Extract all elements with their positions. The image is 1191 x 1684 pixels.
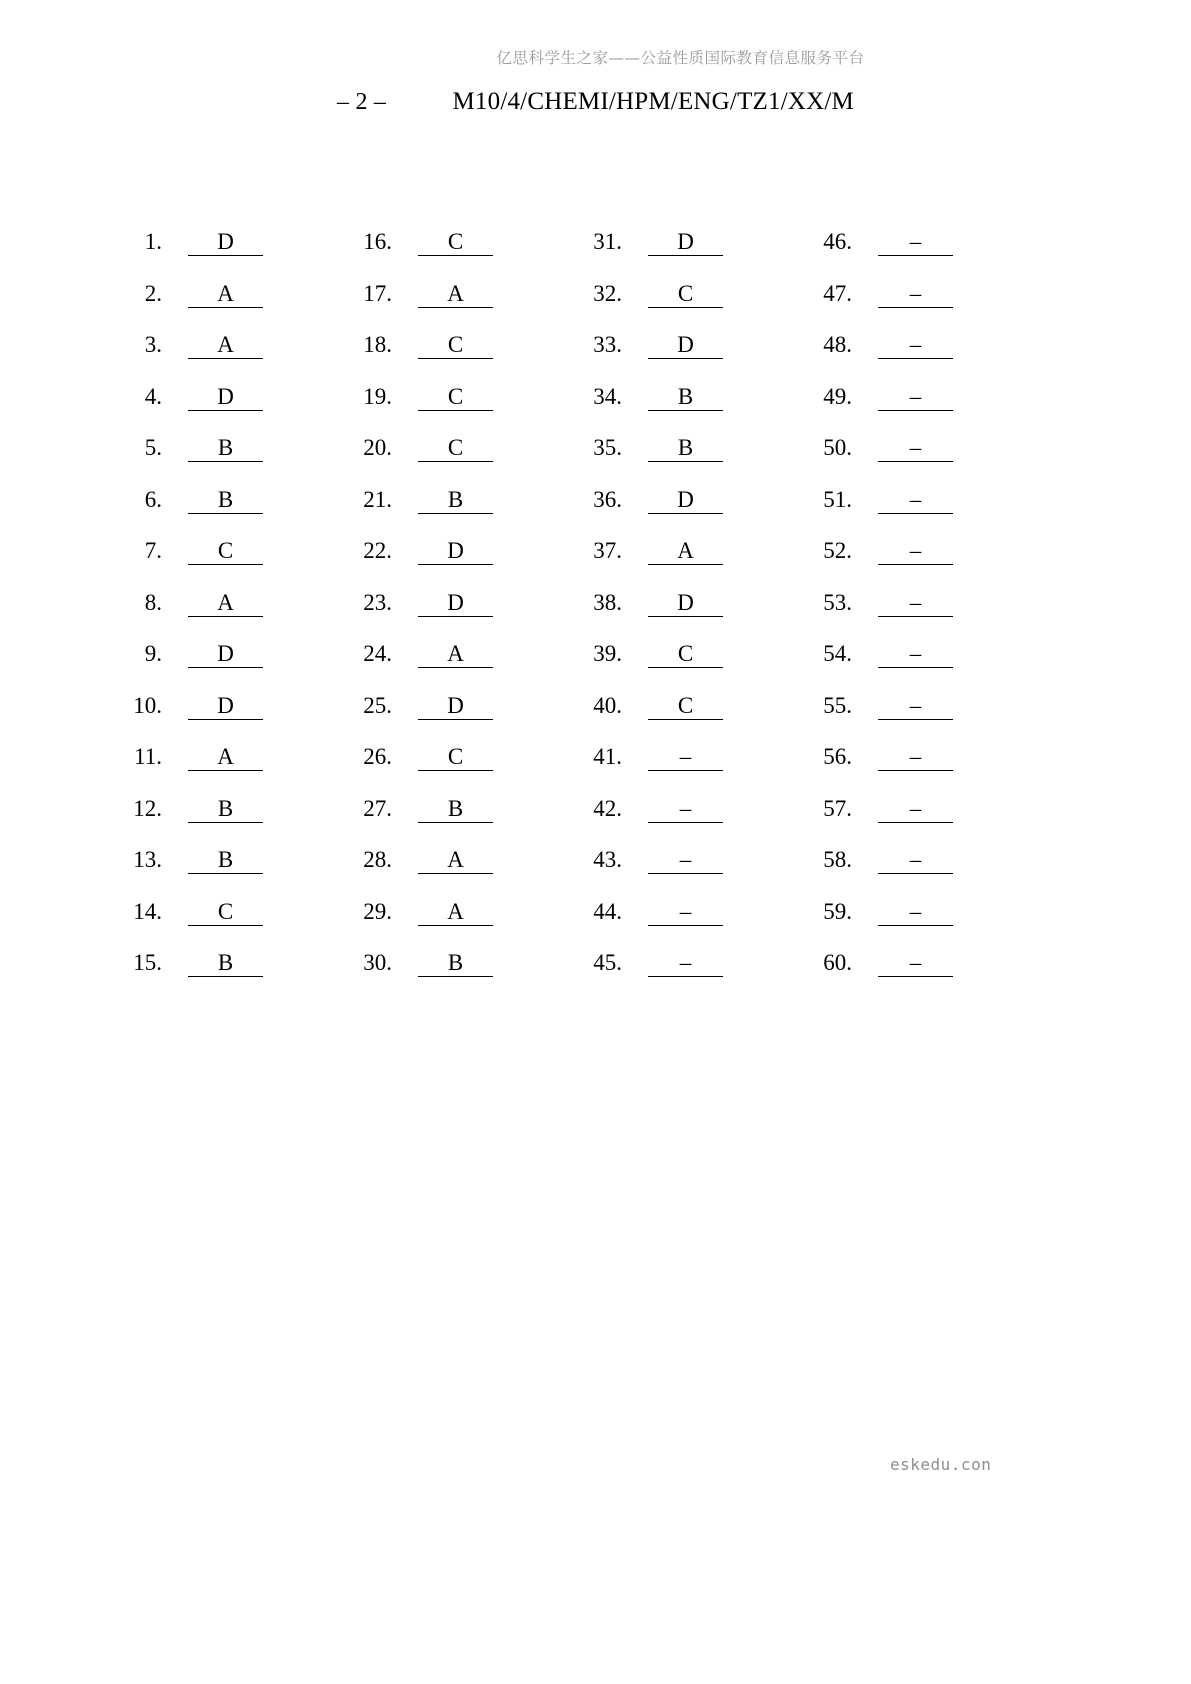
- answer-number: 8.: [144, 589, 162, 615]
- answer-value: D: [418, 537, 493, 565]
- answer-cell: [560, 949, 790, 977]
- answer-value: B: [188, 795, 263, 823]
- answer-cell: [330, 589, 560, 617]
- answer-value: A: [418, 898, 493, 926]
- answer-cell: [790, 846, 1020, 874]
- answer-value: –: [878, 228, 953, 256]
- answer-value: –: [878, 434, 953, 462]
- answer-number: 25.: [363, 692, 392, 718]
- answer-number: 37.: [593, 538, 622, 563]
- answer-value: D: [188, 228, 263, 256]
- answer-cell: [560, 846, 790, 874]
- answer-value: B: [188, 486, 263, 514]
- answer-number: 52.: [823, 538, 852, 563]
- answer-number: 51.: [823, 486, 852, 512]
- answer-value: –: [878, 280, 953, 308]
- answer-value: A: [188, 331, 263, 359]
- answer-number: 57.: [823, 795, 852, 821]
- answer-value: C: [418, 228, 493, 256]
- answer-number: 12.: [133, 795, 162, 821]
- answer-cell: [790, 949, 1020, 977]
- answer-cell: [560, 692, 790, 720]
- answer-cell: [560, 537, 790, 565]
- answer-key-table: [100, 228, 1020, 1001]
- answer-value: C: [188, 537, 263, 565]
- answer-number: 14.: [133, 898, 162, 924]
- answer-cell: [330, 743, 560, 771]
- answer-cell: [790, 640, 1020, 668]
- answer-value: B: [418, 795, 493, 823]
- answer-value: B: [648, 383, 723, 411]
- answer-number: 35.: [593, 435, 622, 460]
- answer-row: [100, 434, 1020, 486]
- answer-value: A: [418, 640, 493, 668]
- answer-cell: [100, 486, 330, 514]
- answer-cell: [330, 383, 560, 411]
- answer-number: 39.: [593, 641, 622, 666]
- answer-row: [100, 589, 1020, 641]
- answer-cell: [560, 795, 790, 823]
- answer-number: 53.: [823, 589, 852, 615]
- answer-cell: [330, 537, 560, 565]
- answer-cell: [560, 589, 790, 617]
- answer-cell: [330, 640, 560, 668]
- answer-number: 60.: [823, 950, 852, 975]
- answer-cell: [560, 383, 790, 411]
- answer-number: 27.: [363, 795, 392, 821]
- answer-number: 29.: [363, 898, 392, 924]
- answer-value: C: [418, 743, 493, 771]
- answer-value: B: [188, 846, 263, 874]
- answer-cell: [790, 228, 1020, 256]
- answer-value: –: [878, 331, 953, 359]
- answer-cell: [330, 846, 560, 874]
- watermark-top: 亿思科学生之家——公益性质国际教育信息服务平台: [496, 49, 865, 67]
- answer-number: 15.: [133, 950, 162, 975]
- answer-number: 23.: [363, 589, 392, 615]
- answer-value: –: [878, 795, 953, 823]
- answer-value: A: [648, 537, 723, 565]
- answer-cell: [790, 795, 1020, 823]
- page-header: [0, 88, 1191, 116]
- answer-row: [100, 898, 1020, 950]
- answer-row: [100, 692, 1020, 744]
- answer-cell: [560, 434, 790, 462]
- answer-value: –: [878, 640, 953, 668]
- answer-value: A: [188, 280, 263, 308]
- answer-row: [100, 640, 1020, 692]
- answer-number: 36.: [593, 486, 622, 512]
- answer-value: –: [878, 743, 953, 771]
- answer-cell: [790, 434, 1020, 462]
- answer-cell: [560, 228, 790, 256]
- answer-number: 43.: [593, 847, 622, 872]
- answer-cell: [790, 898, 1020, 926]
- answer-cell: [790, 537, 1020, 565]
- answer-number: 9.: [144, 641, 162, 666]
- answer-value: –: [648, 743, 723, 771]
- answer-number: 6.: [144, 486, 162, 512]
- answer-row: [100, 228, 1020, 280]
- answer-number: 38.: [593, 589, 622, 615]
- answer-number: 42.: [593, 795, 622, 821]
- answer-number: 28.: [363, 847, 392, 872]
- answer-number: 41.: [593, 744, 622, 769]
- answer-cell: [330, 331, 560, 359]
- answer-number: 10.: [133, 692, 162, 718]
- answer-value: D: [418, 692, 493, 720]
- answer-value: –: [878, 949, 953, 977]
- answer-value: –: [878, 898, 953, 926]
- answer-cell: [560, 486, 790, 514]
- answer-row: [100, 949, 1020, 1001]
- answer-cell: [790, 589, 1020, 617]
- answer-cell: [790, 692, 1020, 720]
- answer-value: C: [188, 898, 263, 926]
- answer-value: C: [418, 331, 493, 359]
- answer-number: 17.: [363, 280, 392, 306]
- answer-value: –: [648, 795, 723, 823]
- answer-number: 24.: [363, 641, 392, 666]
- answer-cell: [100, 795, 330, 823]
- answer-value: B: [188, 434, 263, 462]
- answer-value: –: [878, 383, 953, 411]
- answer-cell: [560, 640, 790, 668]
- answer-number: 49.: [823, 383, 852, 409]
- answer-number: 13.: [133, 847, 162, 872]
- answer-value: C: [418, 383, 493, 411]
- answer-number: 16.: [363, 229, 392, 254]
- answer-value: D: [188, 692, 263, 720]
- answer-number: 22.: [363, 538, 392, 563]
- answer-cell: [560, 280, 790, 308]
- answer-value: B: [648, 434, 723, 462]
- answer-number: 45.: [593, 950, 622, 975]
- answer-value: A: [418, 846, 493, 874]
- answer-number: 11.: [134, 744, 162, 769]
- answer-number: 47.: [823, 280, 852, 306]
- answer-cell: [100, 383, 330, 411]
- answer-value: D: [418, 589, 493, 617]
- answer-value: C: [648, 280, 723, 308]
- answer-value: A: [188, 743, 263, 771]
- answer-number: 46.: [823, 229, 852, 254]
- answer-cell: [100, 537, 330, 565]
- answer-number: 7.: [144, 538, 162, 563]
- answer-number: 2.: [144, 280, 162, 306]
- answer-number: 50.: [823, 435, 852, 460]
- paper-code: M10/4/CHEMI/HPM/ENG/TZ1/XX/M: [452, 88, 854, 115]
- answer-value: –: [878, 846, 953, 874]
- answer-value: B: [418, 486, 493, 514]
- answer-number: 54.: [823, 641, 852, 666]
- answer-cell: [100, 228, 330, 256]
- answer-cell: [100, 846, 330, 874]
- answer-cell: [560, 743, 790, 771]
- answer-cell: [100, 692, 330, 720]
- answer-value: –: [878, 537, 953, 565]
- answer-value: D: [648, 331, 723, 359]
- answer-value: A: [188, 589, 263, 617]
- answer-number: 31.: [593, 229, 622, 254]
- page-number: – 2 –: [337, 89, 387, 115]
- answer-cell: [100, 743, 330, 771]
- answer-row: [100, 331, 1020, 383]
- answer-cell: [100, 331, 330, 359]
- answer-cell: [330, 434, 560, 462]
- answer-number: 34.: [593, 383, 622, 409]
- answer-value: D: [188, 640, 263, 668]
- answer-number: 40.: [593, 692, 622, 718]
- answer-row: [100, 486, 1020, 538]
- answer-cell: [790, 743, 1020, 771]
- answer-cell: [100, 640, 330, 668]
- answer-number: 56.: [823, 744, 852, 769]
- answer-cell: [100, 434, 330, 462]
- answer-cell: [100, 589, 330, 617]
- answer-value: C: [418, 434, 493, 462]
- answer-row: [100, 795, 1020, 847]
- answer-value: D: [648, 228, 723, 256]
- answer-number: 20.: [363, 435, 392, 460]
- answer-number: 26.: [363, 744, 392, 769]
- watermark-bottom: eskedu.con: [890, 1455, 992, 1474]
- answer-cell: [560, 898, 790, 926]
- answer-cell: [790, 486, 1020, 514]
- answer-cell: [330, 692, 560, 720]
- answer-value: –: [648, 846, 723, 874]
- answer-value: D: [648, 486, 723, 514]
- answer-number: 21.: [363, 486, 392, 512]
- answer-value: –: [648, 949, 723, 977]
- answer-number: 4.: [144, 383, 162, 409]
- answer-number: 19.: [363, 383, 392, 409]
- answer-value: –: [648, 898, 723, 926]
- answer-number: 5.: [144, 435, 162, 460]
- answer-cell: [100, 898, 330, 926]
- answer-row: [100, 383, 1020, 435]
- answer-cell: [100, 280, 330, 308]
- answer-number: 48.: [823, 332, 852, 357]
- answer-row: [100, 280, 1020, 332]
- answer-cell: [790, 383, 1020, 411]
- answer-cell: [330, 228, 560, 256]
- answer-number: 44.: [593, 898, 622, 924]
- answer-cell: [330, 486, 560, 514]
- answer-cell: [330, 949, 560, 977]
- answer-cell: [330, 898, 560, 926]
- answer-value: B: [418, 949, 493, 977]
- answer-number: 33.: [593, 332, 622, 357]
- answer-cell: [100, 949, 330, 977]
- answer-number: 58.: [823, 847, 852, 872]
- answer-value: D: [188, 383, 263, 411]
- answer-number: 1.: [144, 229, 162, 254]
- answer-value: D: [648, 589, 723, 617]
- answer-value: C: [648, 640, 723, 668]
- answer-number: 30.: [363, 950, 392, 975]
- answer-cell: [330, 280, 560, 308]
- answer-number: 3.: [144, 332, 162, 357]
- answer-row: [100, 846, 1020, 898]
- answer-value: A: [418, 280, 493, 308]
- answer-number: 55.: [823, 692, 852, 718]
- answer-value: –: [878, 692, 953, 720]
- answer-row: [100, 743, 1020, 795]
- answer-number: 59.: [823, 898, 852, 924]
- answer-value: B: [188, 949, 263, 977]
- answer-value: –: [878, 486, 953, 514]
- answer-row: [100, 537, 1020, 589]
- answer-value: –: [878, 589, 953, 617]
- answer-cell: [560, 331, 790, 359]
- answer-cell: [790, 280, 1020, 308]
- answer-number: 18.: [363, 332, 392, 357]
- answer-number: 32.: [593, 280, 622, 306]
- answer-cell: [790, 331, 1020, 359]
- answer-value: C: [648, 692, 723, 720]
- answer-cell: [330, 795, 560, 823]
